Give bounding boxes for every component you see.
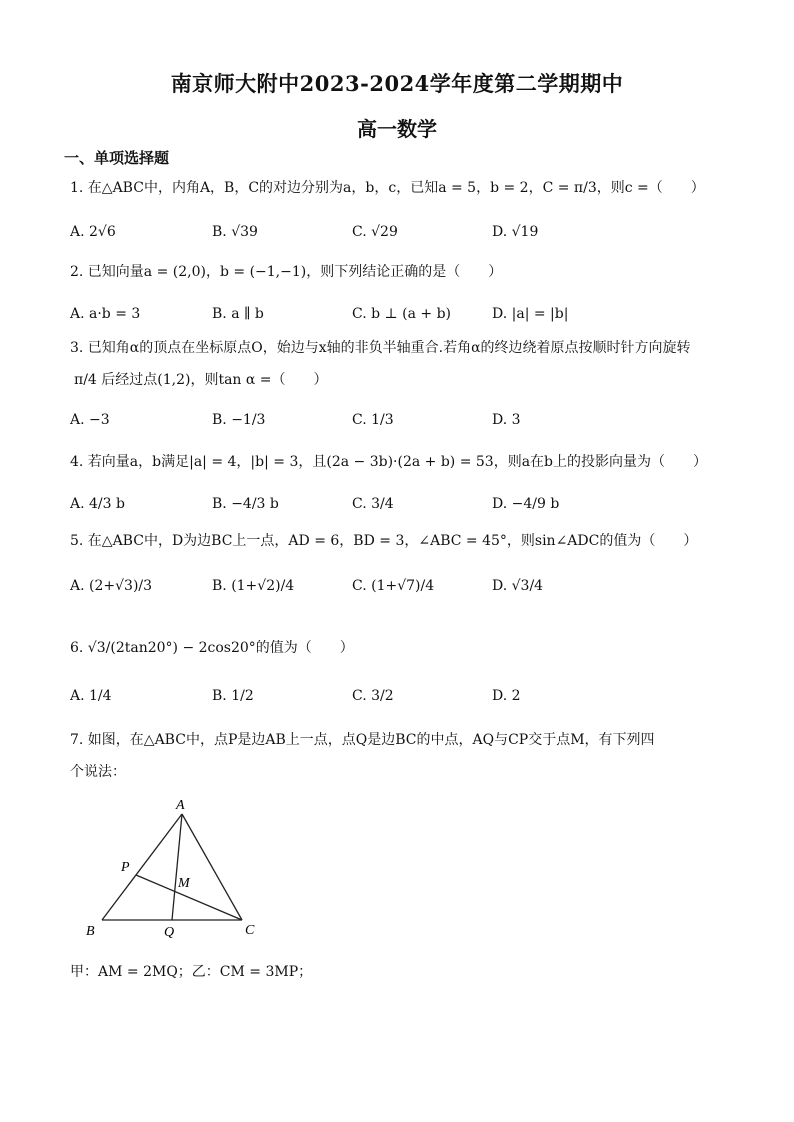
side-ab xyxy=(102,814,182,920)
q6-option-c: C. 3/2 xyxy=(352,688,394,704)
q6-option-d: D. 2 xyxy=(492,688,521,704)
q4-option-d: D. −4/9 b xyxy=(492,496,560,512)
q4-option-c: C. 3/4 xyxy=(352,496,394,512)
q2-option-a: A. a·b = 3 xyxy=(70,306,141,322)
q4-option-b: B. −4/3 b xyxy=(212,496,279,512)
q5-option-c: C. (1+√7)/4 xyxy=(352,578,435,594)
question-3-stem-line1: 3. 已知角α的顶点在坐标原点O，始边与x轴的非负半轴重合.若角α的终边绕着原点按顺时针方向旋转 xyxy=(70,340,691,356)
q5-option-d: D. √3/4 xyxy=(492,578,544,594)
question-5-stem: 5. 在△ABC中，D为边BC上一点，AD = 6，BD = 3，∠ABC = 45°，则sin∠ADC的值为（ ） xyxy=(70,533,698,549)
q4-option-a: A. 4/3 b xyxy=(70,496,125,512)
question-1-stem: 1. 在△ABC中，内角A，B，C的对边分别为a，b，c，已知a = 5，b = 2，C = π/3，则c =（ ） xyxy=(70,180,705,196)
triangle-figure xyxy=(78,792,268,942)
point-p-label: P xyxy=(121,860,130,875)
q1-option-a: A. 2√6 xyxy=(70,224,116,240)
vertex-b-label: B xyxy=(86,924,95,939)
vertex-c-label: C xyxy=(245,923,255,938)
q3-option-a: A. −3 xyxy=(70,412,110,428)
section-heading: 一、单项选择题 xyxy=(64,149,170,167)
question-3-stem-line2: π/4 后经过点(1,2)，则tan α =（ ） xyxy=(74,372,328,388)
side-ac xyxy=(182,814,242,920)
q2-option-b: B. a ∥ b xyxy=(212,306,264,322)
question-2-stem: 2. 已知向量a = (2,0)，b = (−1,−1)，则下列结论正确的是（ ） xyxy=(70,264,503,280)
question-6-stem: 6. √3/(2tan20°) − 2cos20°的值为（ ） xyxy=(70,640,354,656)
q3-option-c: C. 1/3 xyxy=(352,412,394,428)
q5-option-b: B. (1+√2)/4 xyxy=(212,578,295,594)
q1-option-c: C. √29 xyxy=(352,224,398,240)
q1-option-d: D. √19 xyxy=(492,224,539,240)
question-7-stem-line1: 7. 如图，在△ABC中，点P是边AB上一点，点Q是边BC的中点，AQ与CP交于点M，有下列四 xyxy=(70,732,655,748)
q2-option-d: D. |a| = |b| xyxy=(492,306,569,322)
q5-option-a: A. (2+√3)/3 xyxy=(70,578,153,594)
vertex-a-label: A xyxy=(176,798,185,813)
point-q-label: Q xyxy=(164,925,175,940)
q2-option-c: C. b ⊥ (a + b) xyxy=(352,306,452,322)
point-m-label: M xyxy=(178,876,190,891)
exam-subtitle: 高一数学 xyxy=(357,117,437,141)
segment-aq xyxy=(172,814,182,920)
question-7-statements: 甲：AM = 2MQ；乙：CM = 3MP； xyxy=(70,964,313,980)
q6-option-b: B. 1/2 xyxy=(212,688,254,704)
question-7-stem-line2: 个说法： xyxy=(70,764,126,780)
q6-option-a: A. 1/4 xyxy=(70,688,112,704)
q3-option-d: D. 3 xyxy=(492,412,521,428)
exam-title: 南京师大附中2023-2024学年度第二学期期中 xyxy=(170,71,624,96)
q1-option-b: B. √39 xyxy=(212,224,258,240)
question-4-stem: 4. 若向量a，b满足|a| = 4，|b| = 3，且(2a − 3b)·(2a + b) = 53，则a在b上的投影向量为（ ） xyxy=(70,454,708,470)
q3-option-b: B. −1/3 xyxy=(212,412,266,428)
